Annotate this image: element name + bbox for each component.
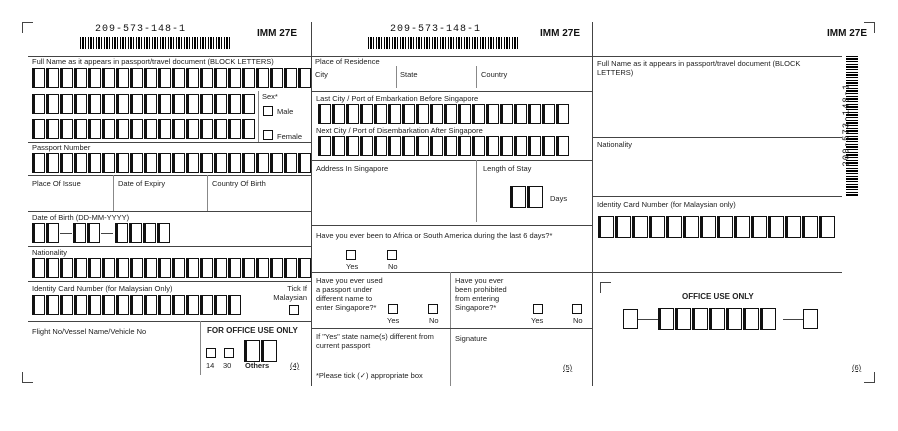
form-code-middle: IMM 27E bbox=[540, 28, 581, 39]
africa-yes-box[interactable] bbox=[346, 250, 356, 260]
female-label: Female bbox=[277, 132, 303, 141]
next-city-label: Next City / Port of Disembarkation After Singapore bbox=[316, 126, 483, 135]
prohibited-no-box[interactable] bbox=[572, 304, 582, 314]
form-code-left: IMM 27E bbox=[257, 28, 298, 39]
male-checkbox[interactable] bbox=[263, 106, 273, 116]
office-corner-mark bbox=[600, 282, 611, 293]
state-label: State bbox=[400, 70, 418, 79]
office-connector-right bbox=[783, 319, 803, 320]
africa-no-box[interactable] bbox=[387, 250, 397, 260]
issue-divider-1 bbox=[113, 175, 114, 211]
divider-middle-right bbox=[592, 22, 593, 386]
passport-no-box[interactable] bbox=[428, 304, 438, 314]
right-full-name-label: Full Name as it appears in passport/travel document (BLOCK LETTERS) bbox=[597, 59, 801, 77]
city-label: City bbox=[315, 70, 328, 79]
tick-note: *Please tick (✓) appropriate box bbox=[316, 371, 423, 380]
state-country-divider bbox=[476, 66, 477, 88]
rule-address bbox=[311, 160, 592, 161]
nationality-field[interactable] bbox=[32, 258, 312, 278]
rule-right-office bbox=[592, 272, 842, 273]
female-checkbox[interactable] bbox=[263, 130, 273, 140]
barcode-left bbox=[80, 37, 230, 49]
rule-right-nationality bbox=[592, 137, 842, 138]
dob-dash-2 bbox=[101, 233, 113, 234]
passport-no-label: No bbox=[429, 316, 439, 325]
rule-africa bbox=[311, 225, 592, 226]
top-rule-right bbox=[592, 56, 842, 57]
flight-label: Flight No/Vessel Name/Vehicle No bbox=[32, 327, 147, 336]
address-stay-divider bbox=[476, 160, 477, 222]
option-14-box[interactable] bbox=[206, 348, 216, 358]
dob-dash-1 bbox=[60, 233, 72, 234]
rule-right-ic bbox=[592, 196, 842, 197]
option-30-label: 30 bbox=[223, 361, 232, 370]
last-city-label: Last City / Port of Embarkation Before Singapore bbox=[316, 94, 479, 103]
ic-label: Identity Card Number (for Malaysian Only) bbox=[32, 284, 173, 293]
residence-label: Place of Residence bbox=[315, 57, 380, 66]
stay-label: Length of Stay bbox=[483, 164, 532, 173]
right-ic-label: Identity Card Number (for Malaysian only) bbox=[597, 200, 736, 209]
prohibited-yes-label: Yes bbox=[531, 316, 544, 325]
issue-divider-2 bbox=[207, 175, 208, 211]
tick-malaysian-label: Tick If Malaysian bbox=[273, 284, 307, 302]
passport-yes-box[interactable] bbox=[388, 304, 398, 314]
full-name-label: Full Name as it appears in passport/travel document (BLOCK LETTERS) bbox=[32, 57, 274, 66]
serial-number-left: 209-573-148-1 bbox=[95, 24, 187, 35]
full-name-row-2[interactable] bbox=[32, 94, 256, 114]
rule-last-city bbox=[311, 91, 592, 92]
right-ic-field[interactable] bbox=[598, 216, 836, 238]
passport-question: Have you ever used a passport under different name to enter Singapore?* bbox=[316, 276, 383, 312]
rule-issue bbox=[28, 175, 311, 176]
barcode-middle bbox=[368, 37, 518, 49]
ic-number-field[interactable] bbox=[32, 295, 242, 315]
corner-mark-bottom-left bbox=[22, 372, 33, 383]
passport-number-field[interactable] bbox=[32, 153, 312, 173]
sex-divider bbox=[258, 91, 259, 142]
rule-dob bbox=[28, 211, 311, 212]
rule-passport-q bbox=[311, 272, 592, 273]
malaysian-checkbox[interactable] bbox=[289, 305, 299, 315]
corner-mark-bottom-right bbox=[864, 372, 875, 383]
prohibited-yes-box[interactable] bbox=[533, 304, 543, 314]
sex-label: Sex* bbox=[262, 92, 278, 101]
option-14-label: 14 bbox=[206, 361, 215, 370]
passport-label: Passport Number bbox=[32, 143, 91, 152]
if-yes-label: If "Yes" state name(s) different from current passport bbox=[316, 332, 434, 350]
africa-no-label: No bbox=[388, 262, 398, 271]
rule-nationality bbox=[28, 246, 311, 247]
serial-number-middle: 209-573-148-1 bbox=[390, 24, 482, 35]
office-divider-left bbox=[200, 321, 201, 375]
days-label: Days bbox=[550, 194, 568, 203]
date-expiry-label: Date of Expiry bbox=[118, 179, 166, 188]
dob-label: Date of Birth (DD-MM-YYYY) bbox=[32, 213, 130, 222]
male-label: Male bbox=[277, 107, 294, 116]
option-others-box[interactable] bbox=[244, 340, 278, 362]
form-code-right: IMM 27E bbox=[827, 28, 868, 39]
place-issue-label: Place Of Issue bbox=[32, 179, 81, 188]
signature-label: Signature bbox=[455, 334, 488, 343]
page-number-right: (6) bbox=[852, 363, 862, 372]
africa-question: Have you ever been to Africa or South America during the last 6 days?* bbox=[316, 231, 553, 240]
rule-flight bbox=[28, 321, 311, 322]
full-name-row-1[interactable] bbox=[32, 68, 312, 88]
dob-day-field[interactable] bbox=[32, 223, 60, 243]
right-nationality-label: Nationality bbox=[597, 140, 633, 149]
option-others-label: Others bbox=[245, 361, 270, 370]
page-number-left: (4) bbox=[290, 361, 300, 370]
stay-days-field[interactable] bbox=[510, 186, 544, 208]
rule-ic bbox=[28, 281, 311, 282]
address-label: Address In Singapore bbox=[316, 164, 389, 173]
corner-mark-top-left bbox=[22, 22, 33, 33]
option-30-box[interactable] bbox=[224, 348, 234, 358]
question-divider bbox=[450, 272, 451, 386]
country-label: Country bbox=[481, 70, 508, 79]
country-birth-label: Country Of Birth bbox=[212, 179, 266, 188]
city-state-divider bbox=[396, 66, 397, 88]
last-city-field[interactable] bbox=[318, 104, 570, 124]
office-center-field[interactable] bbox=[658, 308, 777, 330]
office-use-label-right: OFFICE USE ONLY bbox=[682, 292, 754, 301]
office-use-label-left: FOR OFFICE USE ONLY bbox=[207, 326, 298, 335]
rule-signature bbox=[311, 328, 592, 329]
prohibited-question: Have you ever been prohibited from entering Singapore?* bbox=[455, 276, 507, 312]
office-connector-left bbox=[638, 319, 658, 320]
dob-year-field[interactable] bbox=[115, 223, 171, 243]
next-city-field[interactable] bbox=[318, 136, 570, 156]
dob-month-field[interactable] bbox=[73, 223, 101, 243]
africa-yes-label: Yes bbox=[346, 262, 359, 271]
passport-yes-label: Yes bbox=[387, 316, 400, 325]
full-name-row-3[interactable] bbox=[32, 119, 256, 139]
nationality-label: Nationality bbox=[32, 248, 68, 257]
office-right-box bbox=[803, 309, 819, 329]
prohibited-no-label: No bbox=[573, 316, 583, 325]
page-number-middle: (5) bbox=[563, 363, 573, 372]
office-left-box bbox=[623, 309, 639, 329]
serial-number-vertical: 209-573-148-1 bbox=[841, 83, 852, 167]
